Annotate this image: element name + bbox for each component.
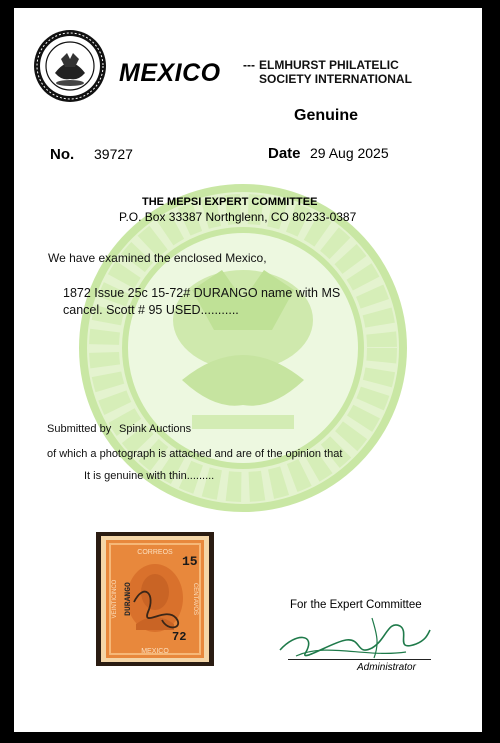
committee-name: THE MEPSI EXPERT COMMITTEE [142, 196, 318, 208]
stamp-photograph [96, 532, 214, 666]
verdict-title: Genuine [294, 107, 359, 124]
item-description-line2: cancel. Scott # 95 USED........... [63, 303, 239, 317]
stamp-top-label: CORREOS [137, 549, 173, 556]
stamp-bottom-label: MEXICO [141, 648, 169, 655]
stamp-overprint-bottom: 72 [172, 630, 187, 644]
certificate-page [14, 8, 482, 732]
submitted-by-label: Submitted by [47, 423, 112, 435]
signature-line [288, 659, 431, 660]
administrator-signature [276, 612, 434, 664]
org-dash: --- [243, 58, 255, 72]
for-committee-label: For the Expert Committee [290, 599, 422, 611]
country-title: MEXICO [119, 59, 221, 87]
date-label: Date [268, 145, 301, 162]
stamp-overprint-top: 15 [182, 554, 198, 569]
stamp-district-overprint: DURANGO [124, 582, 133, 616]
stamp-right-label: CENTAVOS [192, 582, 198, 616]
org-name-line1: ELMHURST PHILATELIC [259, 58, 399, 72]
society-seal-icon [33, 29, 107, 103]
stamp-left-label: VEINTICINCO [112, 579, 118, 619]
signer-title: Administrator [357, 662, 416, 673]
cert-number-label: No. [50, 146, 75, 163]
org-name-line2: SOCIETY INTERNATIONAL [259, 72, 412, 86]
opinion-statement: of which a photograph is attached and are of the opinion that [47, 448, 343, 460]
cert-date: 29 Aug 2025 [310, 145, 389, 161]
cert-number: 39727 [94, 146, 133, 162]
result-statement: It is genuine with thin......... [84, 470, 215, 482]
watermark-seal [72, 180, 414, 516]
committee-address: P.O. Box 33387 Northglenn, CO 80233-0387 [119, 210, 357, 224]
examined-statement: We have examined the enclosed Mexico, [48, 251, 267, 265]
submitted-by-name: Spink Auctions [119, 423, 192, 435]
item-description-line1: 1872 Issue 25c 15-72# DURANGO name with MS [63, 286, 341, 300]
